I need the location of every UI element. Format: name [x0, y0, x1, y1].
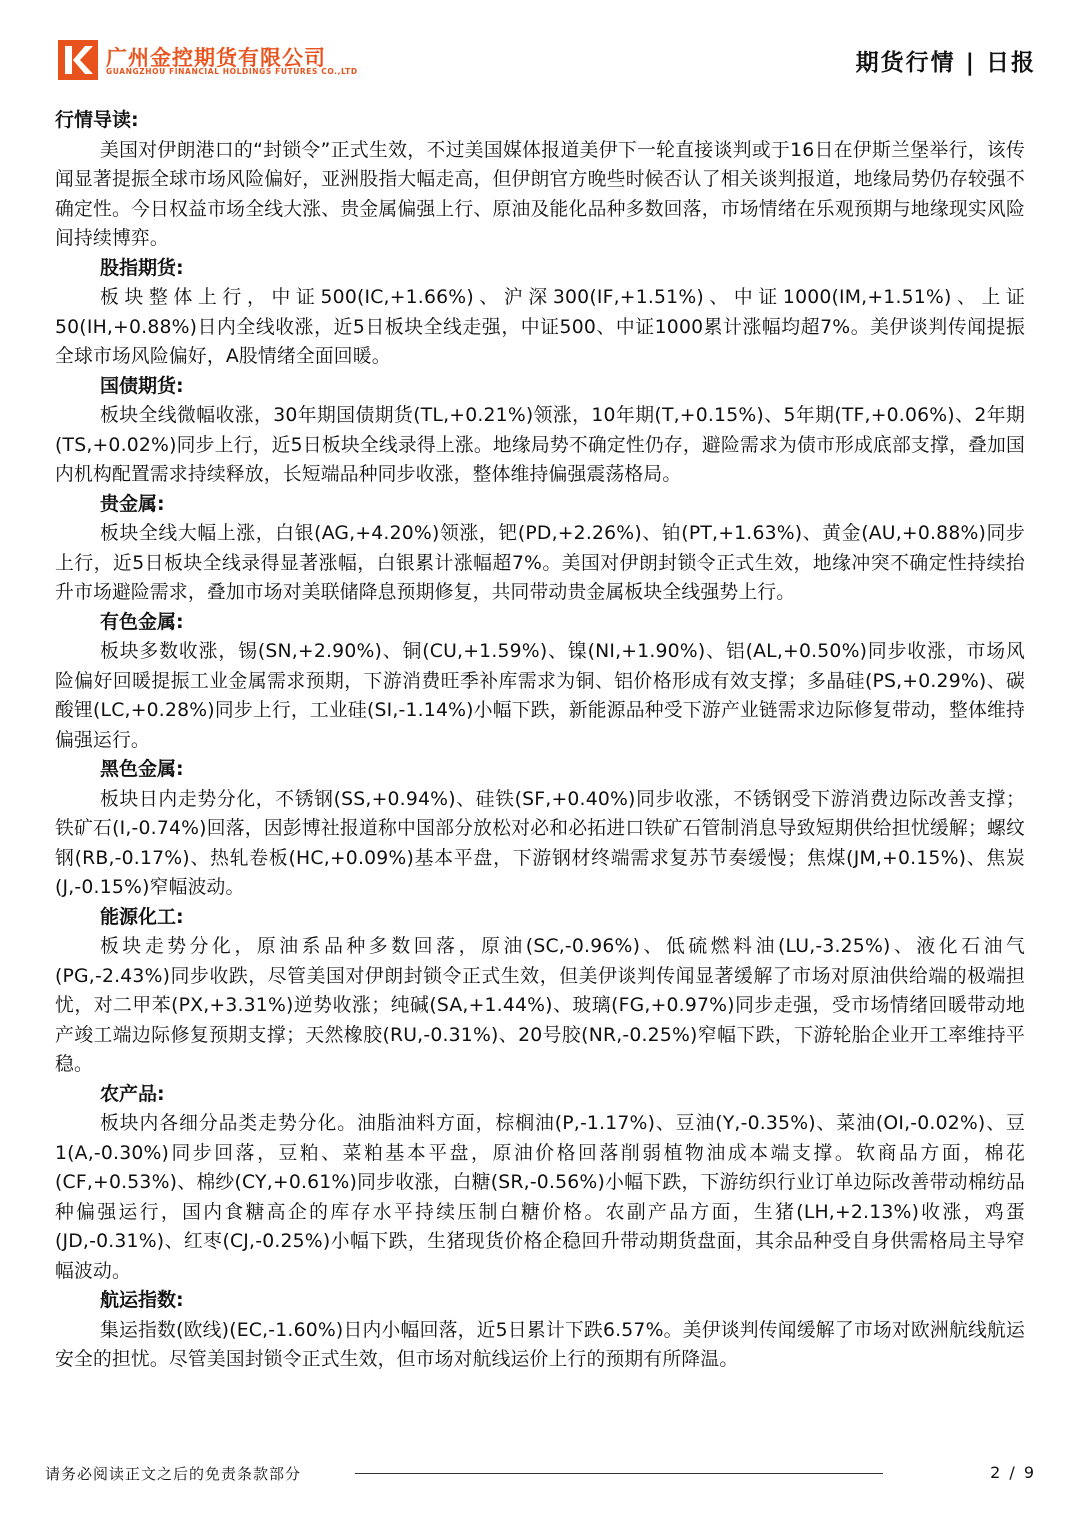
section-text-treasury: 板块全线微幅收涨，30年期国债期货(TL,+0.21%)领涨，10年期(T,+0.15%)、5年期(TF,+0.06%)、2年期(TS,+0.02%)同步上行，近5日板块全线录得上涨。地缘局势不确定性仍存，避险需求为债市形成底部支撑，叠加国内机构配置需求持续释放，长短端品种同步收涨，整体维持偏强震荡格局。: [55, 405, 1025, 485]
intro-title: 行情导读:: [55, 109, 139, 131]
doc-separator: |: [965, 50, 976, 76]
section-title-precious-metals: 贵金属:: [100, 492, 165, 515]
section-text-precious-metals: 板块全线大幅上涨，白银(AG,+4.20%)领涨，钯(PD,+2.26%)、铂(PT,+1.63%)、黄金(AU,+0.88%)同步上行，近5日板块全线录得显著涨幅，白银累计涨幅超7%。美国对伊朗封锁令正式生效，地缘冲突不确定性持续抬升市场避险需求，叠加市场对美联储降息预期修复，共同带动贵金属板块全线强势上行。: [55, 523, 1025, 603]
page-footer: [0, 1456, 1080, 1496]
company-name-en: GUANGZHOU FINANCIAL HOLDINGS FUTURES CO.,LTD: [106, 67, 358, 76]
k-logo-icon: [58, 40, 98, 80]
section-text-shipping: 集运指数(欧线)(EC,-1.60%)日内小幅回落，近5日累计下跌6.57%。美伊谈判传闻缓解了市场对欧洲航线航运安全的担忧。尽管美国封锁令正式生效，但市场对航线运价上行的预期有所降温。: [55, 1319, 1025, 1370]
company-name-cn: 广州金控期货有限公司: [106, 46, 326, 70]
section-title-treasury: 国债期货:: [100, 374, 184, 397]
section-title-agriculture: 农产品:: [100, 1082, 165, 1105]
section-text-stock-index: 板块整体上行，中证500(IC,+1.66%)、沪深300(IF,+1.51%)、中证1000(IM,+1.51%)、上证50(IH,+0.88%)日内全线收涨，近5日板块全线走强，中证500、中证1000累计涨幅均超7%。美伊谈判传闻提振全球市场风险偏好，A股情绪全面回暖。: [55, 287, 1025, 367]
doc-type-label: 日报: [986, 50, 1036, 76]
disclaimer-notice: 请务必阅读正文之后的免责条款部分: [45, 1465, 302, 1483]
section-title-nonferrous: 有色金属:: [100, 610, 184, 633]
page-number: 2 / 9: [990, 1463, 1036, 1482]
section-text-ferrous: 板块日内走势分化，不锈钢(SS,+0.94%)、硅铁(SF,+0.40%)同步收涨，不锈钢受下游消费边际改善支撑；铁矿石(I,-0.74%)回落，因彭博社报道称中国部分放松对必和必拓进口铁矿石管制消息导致短期供给担忧缓解；螺纹钢(RB,-0.17%)、热轧卷板(HC,+0.09%)基本平盘，下游钢材终端需求复苏节奏缓慢；焦煤(JM,+0.15%)、焦炭(J,-0.15%)窄幅波动。: [55, 788, 1025, 898]
intro-paragraph: 美国对伊朗港口的“封锁令”正式生效，不过美国媒体报道美伊下一轮直接谈判或于16日在伊斯兰堡举行，该传闻显著提振全球市场风险偏好，亚洲股指大幅走高，但伊朗官方晚些时候否认了相关谈判报道，地缘局势仍存较强不确定性。今日权益市场全线大涨、贵金属偏强上行、原油及能化品种多数回落，市场情绪在乐观预期与地缘现实风险间持续博弈。: [55, 139, 1025, 249]
section-title-stock-index: 股指期货:: [100, 256, 184, 279]
report-body: [55, 106, 1025, 1375]
section-text-agriculture: 板块内各细分品类走势分化。油脂油料方面，棕榈油(P,-1.17%)、豆油(Y,-0.35%)、菜油(OI,-0.02%)、豆1(A,-0.30%)同步回落，豆粕、菜粕基本平盘，原油价格回落削弱植物油成本端支撑。软商品方面，棉花(CF,+0.53%)、棉纱(CY,+0.61%)同步收涨，白糖(SR,-0.56%)小幅下跌，下游纺织行业订单边际改善带动棉纺品种偏强运行，国内食糖高企的库存水平持续压制白糖价格。农副产品方面，生猪(LH,+2.13%)收涨，鸡蛋(JD,-0.31%)、红枣(CJ,-0.25%)小幅下跌，生猪现货价格企稳回升带动期货盘面，其余品种受自身供需格局主导窄幅波动。: [55, 1113, 1025, 1282]
section-title-ferrous: 黑色金属:: [100, 758, 184, 780]
company-logo: [58, 40, 378, 82]
section-text-nonferrous: 板块多数收涨，锡(SN,+2.90%)、铜(CU,+1.59%)、镍(NI,+1.90%)、铝(AL,+0.50%)同步收涨，市场风险偏好回暖提振工业金属需求预期，下游消费旺季补库需求为铜、铝价格形成有效支撑；多晶硅(PS,+0.29%)、碳酸锂(LC,+0.28%)同步上行，工业硅(SI,-1.14%)小幅下跌，新能源品种受下游产业链需求边际修复带动，整体维持偏强运行。: [55, 641, 1025, 751]
footer-divider: [355, 1473, 883, 1474]
document-type: [856, 44, 1036, 77]
page-header: [0, 0, 1080, 100]
section-title-shipping: 航运指数:: [100, 1289, 184, 1311]
doc-category: 期货行情: [855, 50, 956, 76]
section-title-energy-chem: 能源化工:: [100, 905, 184, 928]
section-text-energy-chem: 板块走势分化，原油系品种多数回落，原油(SC,-0.96%)、低硫燃料油(LU,-3.25%)、液化石油气(PG,-2.43%)同步收跌，尽管美国对伊朗封锁令正式生效，但美伊谈判传闻显著缓解了市场对原油供给端的极端担忧，对二甲苯(PX,+3.31%)逆势收涨；纯碱(SA,+1.44%)、玻璃(FG,+0.97%)同步走强，受市场情绪回暖带动地产竣工端边际修复预期支撑；天然橡胶(RU,-0.31%)、20号胶(NR,-0.25%)窄幅下跌，下游轮胎企业开工率维持平稳。: [55, 936, 1025, 1075]
